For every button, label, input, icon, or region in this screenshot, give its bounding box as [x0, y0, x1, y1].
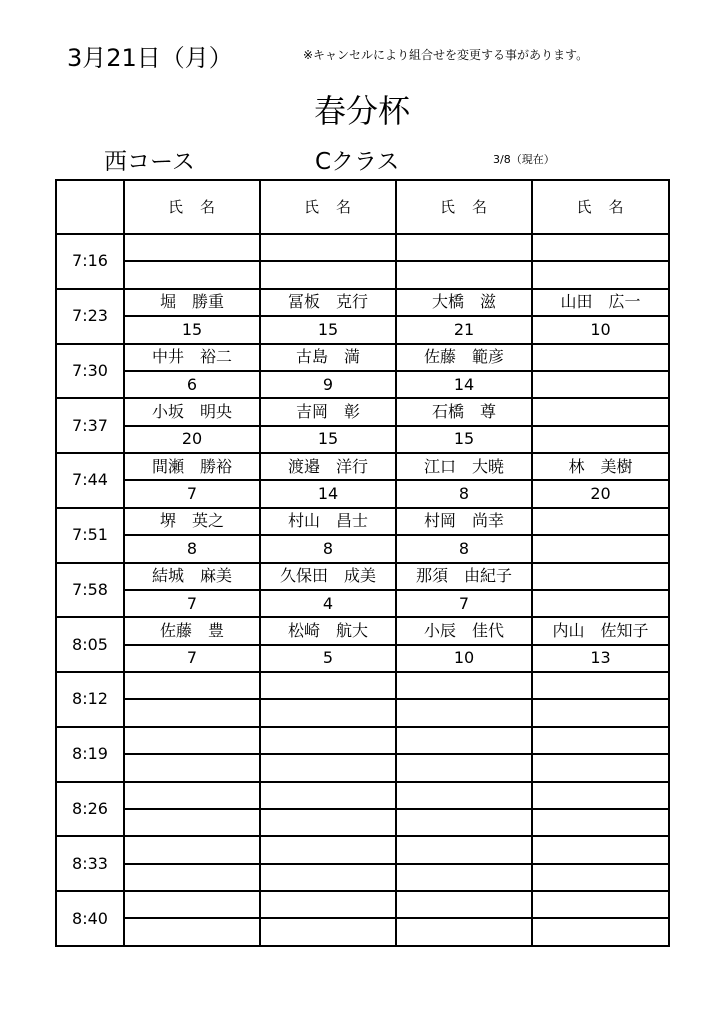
player-name — [260, 234, 396, 261]
player-handicap: 7 — [124, 480, 260, 507]
player-handicap: 13 — [532, 645, 669, 672]
table-row — [56, 563, 669, 590]
player-name — [532, 782, 669, 809]
player-name: 中井 裕二 — [124, 344, 260, 371]
table-row — [56, 672, 669, 699]
player-handicap: 8 — [260, 535, 396, 562]
table-row — [56, 453, 669, 480]
tee-time: 8:05 — [56, 617, 124, 672]
player-name: 佐藤 豊 — [124, 617, 260, 644]
player-handicap: 15 — [396, 426, 532, 453]
table-row — [56, 891, 669, 918]
tee-time: 7:51 — [56, 508, 124, 563]
player-handicap: 7 — [396, 590, 532, 617]
tee-time: 8:12 — [56, 672, 124, 727]
player-name — [260, 836, 396, 863]
player-name — [396, 234, 532, 261]
table-row — [56, 754, 669, 781]
player-name — [532, 563, 669, 590]
player-handicap — [396, 699, 532, 726]
player-handicap: 8 — [396, 480, 532, 507]
table-row — [56, 371, 669, 398]
player-name — [532, 891, 669, 918]
player-handicap: 20 — [124, 426, 260, 453]
table-header-row — [56, 180, 669, 234]
player-handicap: 10 — [532, 316, 669, 343]
tee-time: 7:30 — [56, 344, 124, 399]
player-name — [260, 672, 396, 699]
player-name — [532, 398, 669, 425]
player-name — [260, 891, 396, 918]
player-handicap — [532, 535, 669, 562]
player-name — [124, 836, 260, 863]
table-row — [56, 508, 669, 535]
page-title: 春分杯 — [313, 92, 410, 130]
player-name — [124, 782, 260, 809]
tee-time: 7:44 — [56, 453, 124, 508]
player-name — [260, 782, 396, 809]
table-row — [56, 645, 669, 672]
player-handicap — [124, 261, 260, 288]
player-handicap — [396, 809, 532, 836]
player-handicap — [532, 864, 669, 891]
player-name: 那須 由紀子 — [396, 563, 532, 590]
player-name — [124, 891, 260, 918]
player-handicap: 10 — [396, 645, 532, 672]
player-handicap — [532, 371, 669, 398]
player-name: 内山 佐知子 — [532, 617, 669, 644]
table-body — [56, 234, 669, 946]
column-header-name: 氏 名 — [532, 180, 669, 234]
player-handicap: 7 — [124, 590, 260, 617]
player-handicap — [260, 261, 396, 288]
player-name — [532, 234, 669, 261]
table-row — [56, 344, 669, 371]
player-handicap: 8 — [396, 535, 532, 562]
player-handicap: 8 — [124, 535, 260, 562]
as-of-date: 3/8（現在） — [493, 153, 555, 166]
table-row — [56, 261, 669, 288]
time-column-header — [56, 180, 124, 234]
tee-time-table — [55, 179, 670, 947]
player-name: 松崎 航大 — [260, 617, 396, 644]
player-handicap: 7 — [124, 645, 260, 672]
table-row — [56, 234, 669, 261]
player-name: 村山 昌士 — [260, 508, 396, 535]
column-header-name: 氏 名 — [260, 180, 396, 234]
player-handicap: 15 — [124, 316, 260, 343]
player-name: 林 美樹 — [532, 453, 669, 480]
player-name: 江口 大暁 — [396, 453, 532, 480]
player-name: 小辰 佳代 — [396, 617, 532, 644]
player-name: 村岡 尚幸 — [396, 508, 532, 535]
tee-time: 7:37 — [56, 398, 124, 453]
tee-time: 8:40 — [56, 891, 124, 946]
player-handicap: 14 — [396, 371, 532, 398]
tee-time: 8:26 — [56, 782, 124, 837]
course-name: 西コース — [104, 149, 195, 175]
tee-time: 7:58 — [56, 563, 124, 618]
player-name — [260, 727, 396, 754]
table-row — [56, 535, 669, 562]
player-name: 吉岡 彰 — [260, 398, 396, 425]
event-date: 3月21日（月） — [67, 44, 233, 72]
player-handicap — [396, 918, 532, 946]
player-handicap — [396, 261, 532, 288]
player-name: 堀 勝重 — [124, 289, 260, 316]
player-handicap — [532, 426, 669, 453]
table-row — [56, 727, 669, 754]
player-name: 間瀬 勝裕 — [124, 453, 260, 480]
table-row — [56, 289, 669, 316]
player-name: 冨板 克行 — [260, 289, 396, 316]
table-row — [56, 864, 669, 891]
column-header-name: 氏 名 — [124, 180, 260, 234]
player-name: 山田 広一 — [532, 289, 669, 316]
player-handicap — [532, 809, 669, 836]
player-handicap — [260, 699, 396, 726]
class-name: Cクラス — [315, 149, 400, 175]
table-row — [56, 617, 669, 644]
table-row — [56, 426, 669, 453]
table-row — [56, 782, 669, 809]
player-handicap — [532, 590, 669, 617]
cancellation-notice: ※キャンセルにより組合せを変更する事があります。 — [303, 48, 589, 62]
player-handicap — [124, 918, 260, 946]
player-name — [532, 836, 669, 863]
player-name — [396, 782, 532, 809]
player-name: 堺 英之 — [124, 508, 260, 535]
player-name: 小坂 明央 — [124, 398, 260, 425]
player-handicap — [260, 918, 396, 946]
player-handicap: 15 — [260, 316, 396, 343]
player-name: 佐藤 範彦 — [396, 344, 532, 371]
player-name — [396, 891, 532, 918]
tee-time: 8:19 — [56, 727, 124, 782]
player-name — [124, 234, 260, 261]
player-name — [396, 727, 532, 754]
tee-time: 7:23 — [56, 289, 124, 344]
player-handicap: 15 — [260, 426, 396, 453]
table-row — [56, 699, 669, 726]
player-name: 大橋 滋 — [396, 289, 532, 316]
player-name — [532, 508, 669, 535]
player-name — [124, 727, 260, 754]
player-name: 石橋 尊 — [396, 398, 532, 425]
table-row — [56, 918, 669, 946]
player-handicap — [260, 754, 396, 781]
player-handicap: 20 — [532, 480, 669, 507]
player-handicap: 4 — [260, 590, 396, 617]
table-row — [56, 480, 669, 507]
player-handicap — [396, 864, 532, 891]
player-name: 結城 麻美 — [124, 563, 260, 590]
player-name — [396, 836, 532, 863]
player-handicap — [532, 918, 669, 946]
table-row — [56, 398, 669, 425]
player-name — [124, 672, 260, 699]
player-name: 古島 満 — [260, 344, 396, 371]
table-row — [56, 836, 669, 863]
player-handicap: 5 — [260, 645, 396, 672]
table-row — [56, 809, 669, 836]
player-handicap: 9 — [260, 371, 396, 398]
player-handicap — [260, 864, 396, 891]
player-name — [396, 672, 532, 699]
player-handicap — [124, 699, 260, 726]
player-handicap: 21 — [396, 316, 532, 343]
player-handicap: 6 — [124, 371, 260, 398]
player-handicap — [396, 754, 532, 781]
player-name — [532, 344, 669, 371]
player-name: 久保田 成美 — [260, 563, 396, 590]
player-handicap — [532, 754, 669, 781]
player-handicap — [124, 754, 260, 781]
player-name — [532, 727, 669, 754]
column-header-name: 氏 名 — [396, 180, 532, 234]
player-handicap — [260, 809, 396, 836]
table-row — [56, 316, 669, 343]
tee-time: 7:16 — [56, 234, 124, 289]
tee-time: 8:33 — [56, 836, 124, 891]
table-row — [56, 590, 669, 617]
player-handicap — [532, 699, 669, 726]
player-name: 渡邉 洋行 — [260, 453, 396, 480]
player-handicap — [532, 261, 669, 288]
player-handicap — [124, 864, 260, 891]
player-name — [532, 672, 669, 699]
player-handicap — [124, 809, 260, 836]
player-handicap: 14 — [260, 480, 396, 507]
